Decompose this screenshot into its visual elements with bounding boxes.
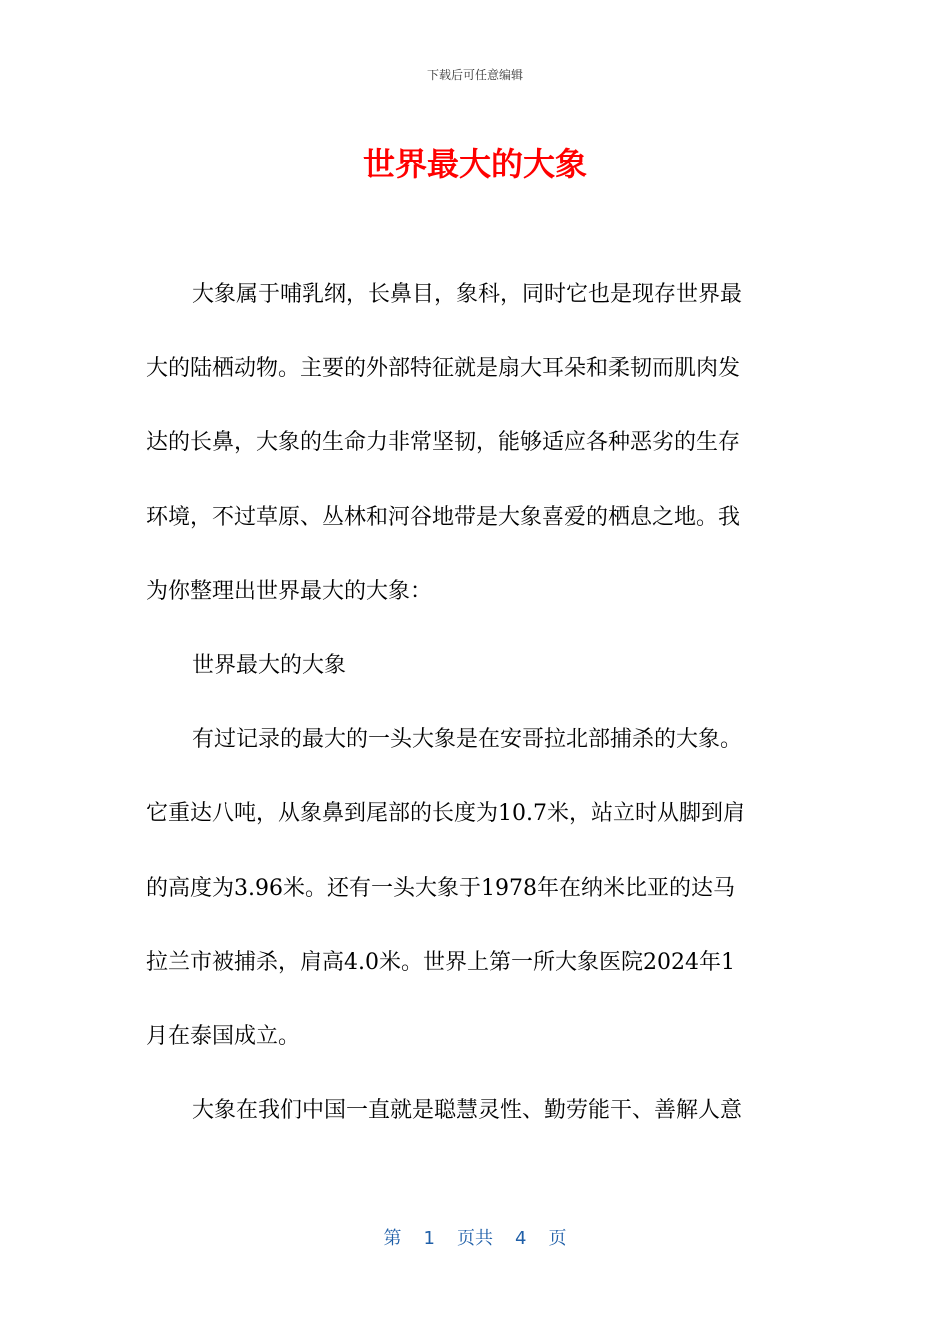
paragraph-china bbox=[146, 1092, 798, 1166]
document-body bbox=[146, 276, 798, 1166]
paragraph-records bbox=[146, 721, 798, 1092]
document-title: 世界最大的大象 bbox=[362, 145, 587, 183]
footer-page-number: 1 bbox=[423, 1228, 435, 1249]
footer-prefix: 第 bbox=[383, 1228, 402, 1249]
text-line: 有过记录的最大的一头大象是在安哥拉北部捕杀的大象。 bbox=[192, 727, 743, 753]
footer-total-pages: 4 bbox=[515, 1228, 527, 1249]
subheading-line: 世界最大的大象 bbox=[192, 652, 347, 678]
text-line: 达的长鼻，大象的生命力非常坚韧，能够适应各种恶劣的生存 bbox=[146, 430, 741, 456]
header-note: 下载后可任意编辑 bbox=[426, 68, 523, 82]
text-line: 大的陆栖动物。主要的外部特征就是扇大耳朵和柔韧而肌肉发 bbox=[146, 356, 741, 382]
paragraph-subheading bbox=[146, 647, 798, 721]
page-footer bbox=[0, 1225, 950, 1253]
text-line: 为你整理出世界最大的大象： bbox=[146, 578, 433, 604]
text-line: 的高度为3.96米。还有一头大象于1978年在纳米比亚的达马 bbox=[146, 875, 735, 901]
footer-middle: 页共 bbox=[457, 1228, 493, 1249]
text-line: 大象在我们中国一直就是聪慧灵性、勤劳能干、善解人意 bbox=[192, 1098, 743, 1124]
text-line: 拉兰市被捕杀，肩高4.0米。世界上第一所大象医院2024年1 bbox=[146, 949, 735, 975]
text-line: 环境，不过草原、丛林和河谷地带是大象喜爱的栖息之地。我 bbox=[146, 504, 741, 530]
footer-suffix: 页 bbox=[548, 1228, 567, 1249]
paragraph-intro bbox=[146, 276, 798, 647]
text-line: 大象属于哺乳纲，长鼻目，象科，同时它也是现存世界最 bbox=[192, 282, 743, 307]
text-line: 月在泰国成立。 bbox=[146, 1023, 301, 1049]
text-line: 它重达八吨，从象鼻到尾部的长度为10.7米，站立时从脚到肩 bbox=[146, 801, 745, 827]
